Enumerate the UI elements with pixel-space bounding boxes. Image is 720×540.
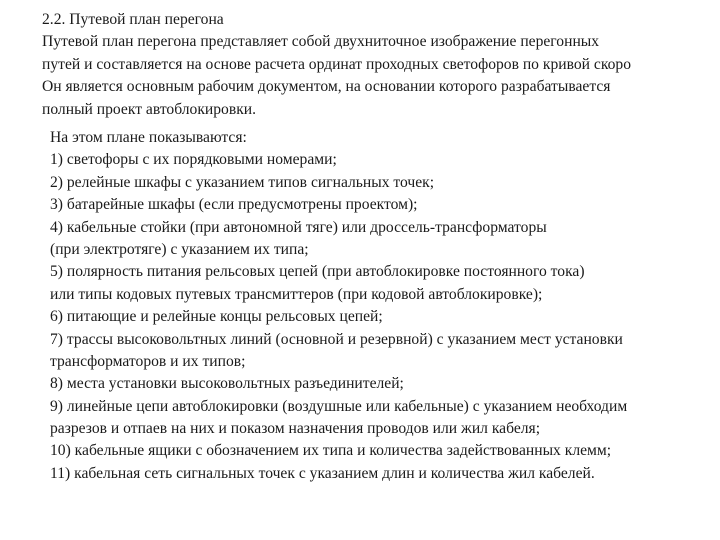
intro-line: Он является основным рабочим документом, на основании которого разрабатывается	[42, 78, 611, 96]
list-item: 8) места установки высоковольтных разъединителей;	[50, 375, 404, 393]
list-item: 6) питающие и релейные концы рельсовых цепей;	[50, 308, 383, 326]
list-item: 7) трассы высоковольтных линий (основной и резервной) с указанием мест установки	[50, 330, 623, 348]
list-item-continuation: трансформаторов и их типов;	[50, 352, 246, 370]
list-item-continuation: разрезов и отпаев на них и показом назначения проводов или жил кабеля;	[50, 420, 541, 438]
list-item: 5) полярность питания рельсовых цепей (при автоблокировке постоянного тока)	[50, 263, 585, 281]
list-item-continuation: (при электротяге) с указанием их типа;	[50, 240, 309, 258]
list-item: 1) светофоры с их порядковыми номерами;	[50, 151, 337, 169]
intro-line: полный проект автоблокировки.	[42, 100, 257, 118]
list-intro: На этом плане показываются:	[50, 129, 247, 146]
intro-line: путей и составляется на основе расчета ординат проходных светофоров по кривой скоро	[42, 55, 631, 73]
list-item-continuation: или типы кодовых путевых трансмиттеров (при кодовой автоблокировке);	[50, 285, 543, 303]
intro-line: Путевой план перегона представляет собой двухниточное изображение перегонных	[42, 33, 600, 51]
section-heading: 2.2. Путевой план перегона	[42, 11, 224, 28]
list-item: 4) кабельные стойки (при автономной тяге) или дроссель-трансформаторы	[50, 218, 547, 236]
items-list	[50, 127, 627, 485]
list-item: 11) кабельная сеть сигнальных точек с указанием длин и количества жил кабелей.	[50, 464, 595, 482]
list-item: 9) линейные цепи автоблокировки (воздушные или кабельные) с указанием необходим	[50, 397, 628, 415]
intro-section	[42, 9, 631, 121]
list-item: 10) кабельные ящики с обозначением их типа и количества задействованных клемм;	[50, 442, 612, 460]
list-item: 2) релейные шкафы с указанием типов сигнальных точек;	[50, 173, 435, 191]
list-item: 3) батарейные шкафы (если предусмотрены проектом);	[50, 196, 418, 214]
